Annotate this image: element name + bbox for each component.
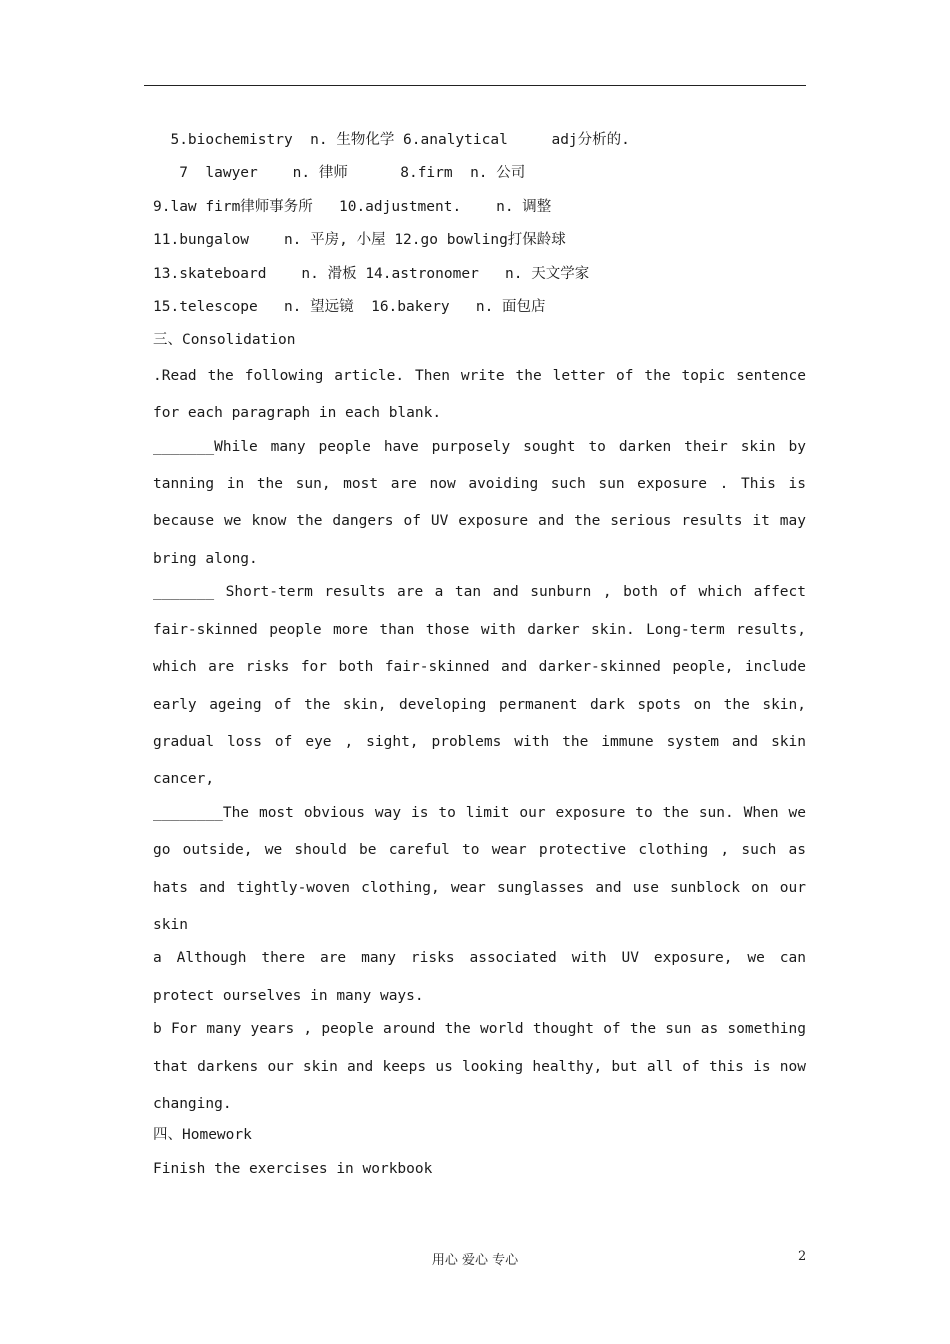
page-content (153, 124, 806, 1186)
option-b: b For many years , people around the world thought of the sun as something that darkens our skin and keeps us looking healthy, but all of this is now changing. (153, 1021, 806, 1112)
page-number: 2 (798, 1249, 807, 1264)
homework-text: Finish the exercises in workbook (153, 1160, 433, 1177)
footer-motto: 用心 爱心 专心 (431, 1253, 519, 1268)
header-rule (144, 85, 806, 86)
vocab-line-11-12: 11.bungalow n. 平房, 小屋 12.go bowling打保龄球 (153, 232, 566, 249)
homework-heading: 四、Homework (153, 1127, 252, 1144)
article-paragraph-1: _______While many people have purposely sought to darken their skin by tanning in the sun, most are now avoiding such sun exposure . This is because we know the dangers of UV exposure and the serious results it may bring along. (153, 438, 806, 567)
vocab-line-15-16: 15.telescope n. 望远镜 16.bakery n. 面包店 (153, 299, 546, 316)
vocab-line-5-6: 5.biochemistry n. 生物化学 6.analytical adj分析的. (153, 132, 630, 148)
instruction-text: .Read the following article. Then write the letter of the topic sentence for each paragraph in each blank. (153, 367, 806, 422)
option-a: a Although there are many risks associated with UV exposure, we can protect ourselves in many ways. (153, 950, 806, 1004)
vocab-line-13-14: 13.skateboard n. 滑板 14.astronomer n. 天文学家 (153, 265, 590, 282)
vocab-line-9-10: 9.law firm律师事务所 10.adjustment. n. 调整 (153, 198, 552, 215)
article-paragraph-3: ________The most obvious way is to limit our exposure to the sun. When we go outside, we should be careful to wear protective clothing , such as hats and tightly-woven clothing, wear sunglasses and use sunblock on our skin (153, 804, 806, 933)
vocab-line-7-8: 7 lawyer n. 律师 8.firm n. 公司 (153, 165, 526, 182)
article-paragraph-2: _______ Short-term results are a tan and sunburn , both of which affect fair-skinned people more than those with darker skin. Long-term results, which are risks for both fair-skinned and darker-skinned people, include early ageing of the skin, developing permanent dark spots on the skin, gradual loss of eye , sight, problems with the immune system and skin cancer, (153, 584, 806, 788)
consolidation-heading: 三、Consolidation (153, 332, 296, 349)
